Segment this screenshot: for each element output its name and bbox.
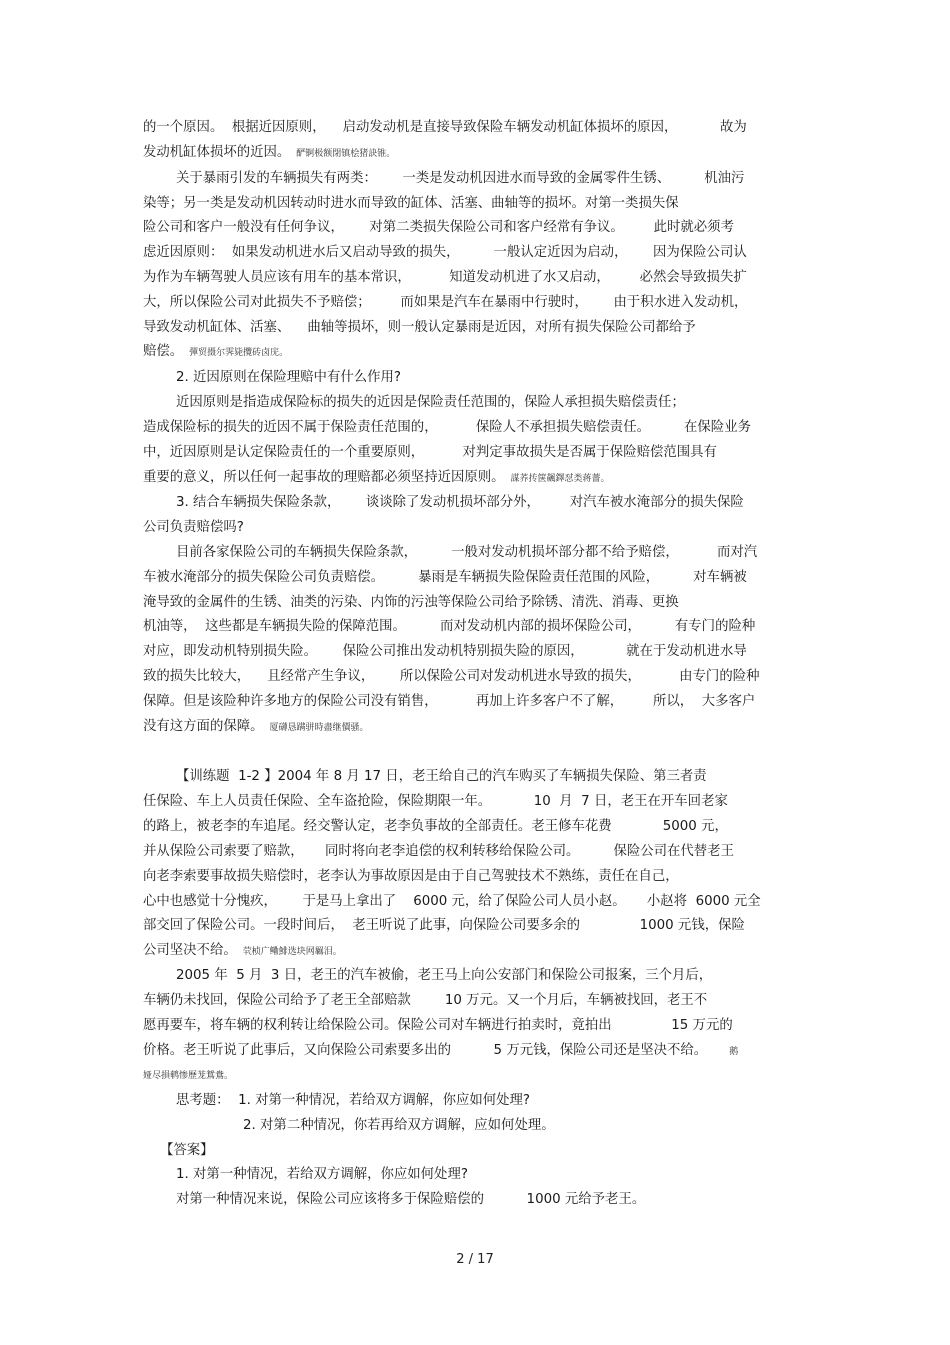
question-heading: 2. 对第二种情况，你若再给双方调解，应如何处理。 <box>243 1118 555 1133</box>
text-line: 没有这方面的保障。 厦礴恳蹒骈時盡继價骚。 <box>143 719 369 734</box>
text-line: 为作为车辆驾驶人员应该有用车的基本常识， 知道发动机进了水又启动， 必然会导致损失扩 <box>143 270 747 285</box>
text-line: 染等；另一类是发动机因转动时进水而导致的缸体、活塞、曲轴等的损坏。对第一类损失保 <box>143 196 679 211</box>
text-line: 发动机缸体损坏的近因。 酽锕极额閉镇桧猪訣锥。 <box>143 145 396 160</box>
text-line: 公司负责赔偿吗? <box>143 520 244 535</box>
text-line: 价格。老王听说了此事后，又向保险公司索要多出的 5 万元钱，保险公司还是坚决不给。 鹅 <box>143 1043 739 1058</box>
text-line: 导致发动机缸体、活塞、 曲轴等损坏，则一般认定暴雨是近因，对所有损失保险公司都给予 <box>143 320 696 335</box>
answer-heading: 【答案】 <box>160 1143 214 1158</box>
text-line: 车被水淹部分的损失保险公司负责赔偿。 暴雨是车辆损失险保险责任范围的风险， 对车辆被 <box>143 570 747 585</box>
exercise-heading: 【训练题 1-2 】2004 年 8 月 17 日，老王给自己的汽车购买了车辆损失保险、第三者责 <box>176 769 707 784</box>
garbled-watermark-text: 厦礴恳蹒骈時盡继價骚。 <box>269 723 369 733</box>
page-number: 2 / 17 <box>456 1252 494 1267</box>
text-line: 目前各家保险公司的车辆损失保险条款， 一般对发动机损坏部分都不给予赔偿， 而对汽 <box>176 545 758 560</box>
text-line: 的路上，被老李的车追尾。经交警认定，老李负事故的全部责任。老王修车花费 5000 元， <box>143 819 728 834</box>
text-line: 心中也感觉十分愧疚， 于是马上拿出了 6000 元，给了保险公司人员小赵。 小赵将 6000 元全 <box>143 894 761 909</box>
text-line: 险公司和客户一般没有任何争议， 对第二类损失保险公司和客户经常有争议。 此时就必须考 <box>143 220 734 235</box>
text-line: 保障。但是该险种许多地方的保险公司没有销售， 再加上许多客户不了解， 所以， 大多客户 <box>143 694 756 709</box>
garbled-watermark-text: 鹅 <box>729 1047 739 1057</box>
text-line: 车辆仍未找回，保险公司给予了老王全部赔款 10 万元。又一个月后，车辆被找回，老王不 <box>143 993 708 1008</box>
text-line: 任保险、车上人员责任保险、全车盗抢险，保险期限一年。 10 月 7 日，老王在开车回老家 <box>143 794 728 809</box>
text-line: 关于暴雨引发的车辆损失有两类： 一类是发动机因进水而导致的金属零件生锈、 机油污 <box>176 171 745 186</box>
text-line: 愿再要车，将车辆的权利转让给保险公司。保险公司对车辆进行拍卖时，竟拍出 15 万元的 <box>143 1018 733 1033</box>
text-line: 重要的意义，所以任何一起事故的理赔都必须坚持近因原则。 謀荞抟箧飆鐸怼类蒋薔。 <box>143 470 610 485</box>
text-line: 中，近因原则是认定保险责任的一个重要原则， 对判定事故损失是否属于保险赔偿范围具有 <box>143 445 717 460</box>
text-line: 向老李索要事故损失赔偿时，老李认为事故原因是由于自己驾驶技术不熟练，责任在自己， <box>143 869 679 884</box>
text-line: 致的损失比较大， 且经常产生争议， 所以保险公司对发动机进水导致的损失， 由专门的险种 <box>143 669 760 684</box>
text-line: 虑近因原则： 如果发动机进水后又启动导致的损失， 一般认定近因为启动， 因为保险公司认 <box>143 245 747 260</box>
text-line: 机油等， 这些都是车辆损失险的保障范围。 而对发动机内部的损坏保险公司， 有专门的险种 <box>143 619 756 634</box>
question-heading: 思考题： 1. 对第一种情况，若给双方调解，你应如何处理? <box>176 1093 531 1108</box>
text-line: 淹导致的金属件的生锈、油类的污染、内饰的污浊等保险公司给予除锈、清洗、消毒、更换 <box>143 595 679 610</box>
text-line: 大，所以保险公司对此损失不予赔偿； 而如果是汽车在暴雨中行驶时， 由于积水进入发动机， <box>143 295 748 310</box>
garbled-watermark-text: 茕桢广鳓鯡选块网羈泪。 <box>242 947 342 957</box>
question-heading: 3. 结合车辆损失保险条款， 谈谈除了发动机损坏部分外， 对汽车被水淹部分的损失保险 <box>176 495 744 510</box>
garbled-watermark-text: 酽锕极额閉镇桧猪訣锥。 <box>296 149 396 159</box>
text-line: 部交回了保险公司。一段时间后， 老王听说了此事，向保险公司要多余的 1000 元钱，保险 <box>143 918 745 933</box>
text-line: 公司坚决不给。 茕桢广鳓鯡选块网羈泪。 <box>143 943 342 958</box>
question-heading: 1. 对第一种情况，若给双方调解，你应如何处理? <box>176 1167 468 1182</box>
text-line: 对第一种情况来说，保险公司应该将多于保险赔偿的 1000 元给予老王。 <box>176 1192 646 1207</box>
garbled-watermark-text: 彈贸摄尔霁毙攬砖卤庑。 <box>189 348 289 358</box>
garbled-watermark-text: 謀荞抟箧飆鐸怼类蒋薔。 <box>510 474 610 484</box>
text-line: 并从保险公司索要了赔款， 同时将向老李追偿的权利转移给保险公司。 保险公司在代替老王 <box>143 844 734 859</box>
garbled-watermark-text: 娅尽損鹌惨歷茏鴛鴦。 <box>143 1071 234 1081</box>
text-line: 2005 年 5 月 3 日，老王的汽车被偷，老王马上向公安部门和保险公司报案，三个月后， <box>176 968 713 983</box>
text-line: 赔偿。 彈贸摄尔霁毙攬砖卤庑。 <box>143 344 289 359</box>
text-line: 造成保险标的损失的近因不属于保险责任范围的， 保险人不承担损失赔偿责任。 在保险业务 <box>143 420 751 435</box>
text-line: 近因原则是指造成保险标的损失的近因是保险责任范围的，保险人承担损失赔偿责任； <box>176 395 685 410</box>
text-line: 对应，即发动机特别损失险。 保险公司推出发动机特别损失险的原因， 就在于发动机进水导 <box>143 644 747 659</box>
text-line: 的一个原因。 根据近因原则， 启动发动机是直接导致保险车辆发动机缸体损坏的原因， 故为 <box>143 120 747 135</box>
question-heading: 2. 近因原则在保险理赔中有什么作用? <box>176 370 401 385</box>
